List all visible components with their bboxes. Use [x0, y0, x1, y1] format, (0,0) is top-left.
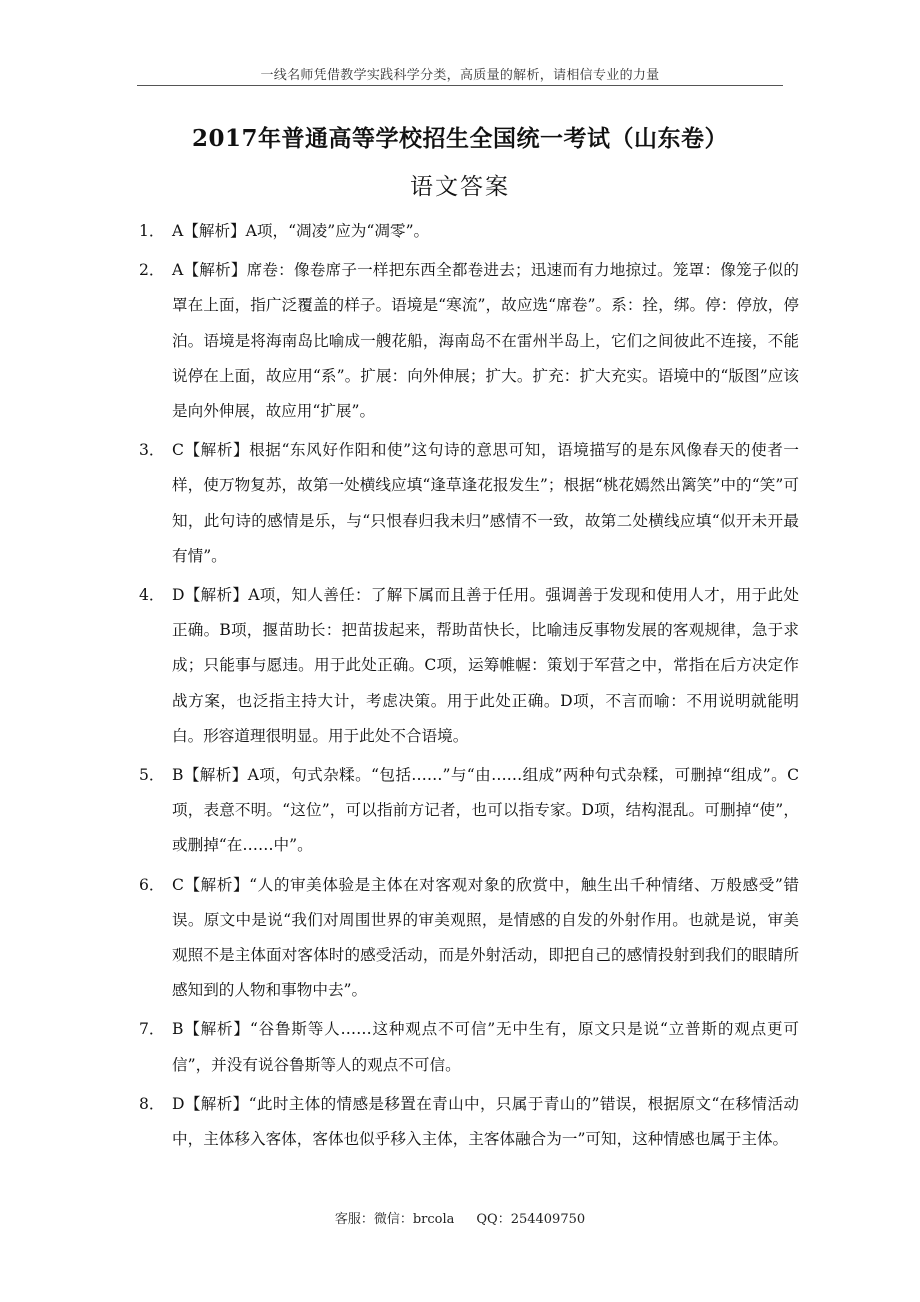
- customer-service-wechat: 客服：微信：brcola: [334, 1212, 455, 1227]
- customer-service-qq: QQ：254409750: [476, 1212, 586, 1227]
- answer-item-2: [139, 253, 799, 429]
- answer-text: A【解析】A项，“凋凌”应为“凋零”。: [172, 222, 430, 240]
- answer-text: B【解析】A项，句式杂糅。“包括……”与“由……组成”两种句式杂糅，可删掉“组成”。C项，表意不明。“这位”，可以指前方记者，也可以指专家。D项，结构混乱。可删掉“使”，或删掉“在……中”。: [172, 766, 799, 855]
- answer-number: 5．: [139, 766, 165, 785]
- answer-text: D【解析】“此时主体的情感是移置在青山中，只属于青山的”错误，根据原文“在移情活动中，主体移入客体，客体也似乎移入主体，主客体融合为一”可知，这种情感也属于主体。: [172, 1094, 799, 1149]
- answer-number: 6．: [139, 875, 165, 894]
- page-header-slogan: 一线名师凭借教学实践科学分类，高质量的解析，请相信专业的力量: [260, 68, 660, 83]
- answer-item-6: [139, 868, 799, 1009]
- answer-item-4: [139, 578, 799, 754]
- answer-item-8: [139, 1087, 799, 1157]
- answer-number: 4．: [139, 586, 165, 605]
- answer-text: C【解析】根据“东风好作阳和使”这句诗的意思可知，语境描写的是东风像春天的使者一样，使万物复苏，故第一处横线应填“逢草逢花报发生”；根据“桃花嫣然出篱笑”中的“笑”可知，此句诗的感情是乐，与“只恨春归我未归”感情不一致，故第二处横线应填“似开未开最有情”。: [172, 441, 799, 565]
- answer-item-7: [139, 1012, 799, 1082]
- answer-item-1: [139, 214, 799, 249]
- answer-item-3: [139, 433, 799, 574]
- document-subtitle: 语文答案: [410, 174, 510, 200]
- answer-number: 2．: [139, 261, 165, 280]
- page-footer: [0, 1208, 920, 1227]
- answer-text: D【解析】A项，知人善任：了解下属而且善于任用。强调善于发现和使用人才，用于此处正确。B项，揠苗助长：把苗拔起来，帮助苗快长，比喻违反事物发展的客观规律，急于求成；只能事与愿违。用于此处正确。C项，运筹帷幄：策划于军营之中，常指在后方决定作战方案，也泛指主持大计，考虑决策。用于此处正确。D项，不言而喻：不用说明就能明白。形容道理很明显。用于此处不合语境。: [172, 586, 799, 745]
- answer-number: 1．: [139, 222, 165, 240]
- header-divider: [137, 85, 783, 86]
- document-title: 2017年普通高等学校招生全国统一考试（山东卷）: [191, 125, 728, 152]
- answer-text: A【解析】席卷：像卷席子一样把东西全都卷进去；迅速而有力地掠过。笼罩：像笼子似的罩在上面，指广泛覆盖的样子。语境是“寒流”，故应选“席卷”。系：拴，绑。停：停放，停泊。语境是将海南岛比喻成一艘花船，海南岛不在雷州半岛上，它们之间彼此不连接，不能说停在上面，故应用“系”。扩展：向外伸展；扩大。扩充：扩大充实。语境中的“版图”应该是向外伸展，故应用“扩展”。: [172, 261, 799, 421]
- answer-list: [139, 214, 799, 1161]
- answer-number: 7．: [139, 1020, 165, 1039]
- answer-text: C【解析】“人的审美体验是主体在对客观对象的欣赏中，触生出千种情绪、万般感受”错误。原文中是说“我们对周围世界的审美观照，是情感的自发的外射作用。也就是说，审美观照不是主体面对客体时的感受活动，而是外射活动，即把自己的感情投射到我们的眼睛所感知到的人物和事物中去”。: [172, 875, 799, 1000]
- answer-item-5: [139, 758, 799, 864]
- answer-text: B【解析】“谷鲁斯等人……这种观点不可信”无中生有，原文只是说“立普斯的观点更可信”，并没有说谷鲁斯等人的观点不可信。: [172, 1020, 799, 1074]
- answer-number: 3．: [139, 441, 165, 460]
- answer-number: 8．: [139, 1094, 165, 1113]
